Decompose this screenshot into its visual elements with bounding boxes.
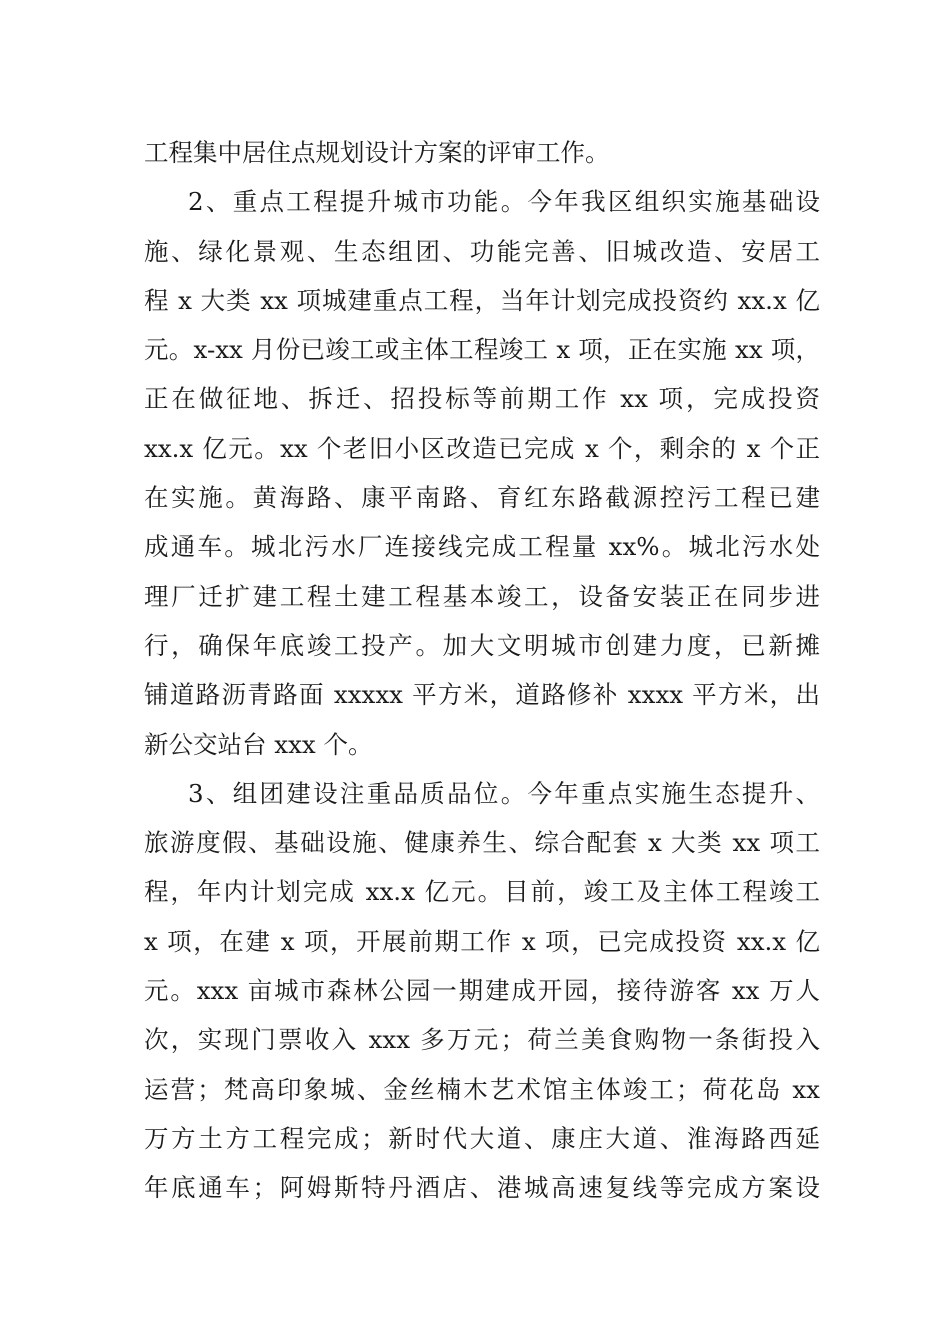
text-line: 施、绿化景观、生态组团、功能完善、旧城改造、安居工 [144, 236, 820, 266]
text-line: 万方土方工程完成；新时代大道、康庄大道、淮海路西延 [144, 1123, 820, 1153]
text-line: 年底通车；阿姆斯特丹酒店、港城高速复线等完成方案设 [144, 1173, 820, 1203]
text-line: 运营；梵高印象城、金丝楠木艺术馆主体竣工；荷花岛 xx [144, 1074, 820, 1104]
text-line: 程，年内计划完成 xx.x 亿元。目前，竣工及主体工程竣工 [144, 877, 820, 907]
text-line: 次，实现门票收入 xxx 多万元；荷兰美食购物一条街投入 [144, 1025, 820, 1055]
text-line: 行，确保年底竣工投产。加大文明城市创建力度，已新摊 [144, 630, 820, 660]
body-text [144, 128, 820, 1213]
text-line: 程 x 大类 xx 项城建重点工程，当年计划完成投资约 xx.x 亿 [144, 285, 820, 315]
text-line: 在实施。黄海路、康平南路、育红东路截源控污工程已建 [144, 483, 820, 513]
text-line: 成通车。城北污水厂连接线完成工程量 xx%。城北污水处 [144, 532, 820, 562]
text-line: 元。xxx 亩城市森林公园一期建成开园，接待游客 xx 万人 [144, 976, 820, 1006]
text-line: x 项，在建 x 项，开展前期工作 x 项，已完成投资 xx.x 亿 [144, 926, 820, 956]
text-line: 铺道路沥青路面 xxxxx 平方米，道路修补 xxxx 平方米，出 [144, 680, 820, 710]
text-line: xx.x 亿元。xx 个老旧小区改造已完成 x 个，剩余的 x 个正 [144, 433, 820, 463]
text-line: 工程集中居住点规划设计方案的评审工作。 [144, 138, 610, 167]
text-line: 正在做征地、拆迁、招投标等前期工作 xx 项，完成投资 [144, 384, 820, 414]
paragraph-first-line: 3、组团建设注重品质品位。今年重点实施生态提升、 [188, 778, 820, 808]
text-line: 新公交站台 xxx 个。 [144, 729, 373, 759]
text-line: 旅游度假、基础设施、健康养生、综合配套 x 大类 xx 项工 [144, 828, 820, 858]
paragraph-first-line: 2、重点工程提升城市功能。今年我区组织实施基础设 [188, 187, 820, 217]
text-line: 理厂迁扩建工程土建工程基本竣工，设备安装正在同步进 [144, 581, 820, 611]
text-line: 元。x-xx 月份已竣工或主体工程竣工 x 项，正在实施 xx 项， [144, 335, 820, 365]
